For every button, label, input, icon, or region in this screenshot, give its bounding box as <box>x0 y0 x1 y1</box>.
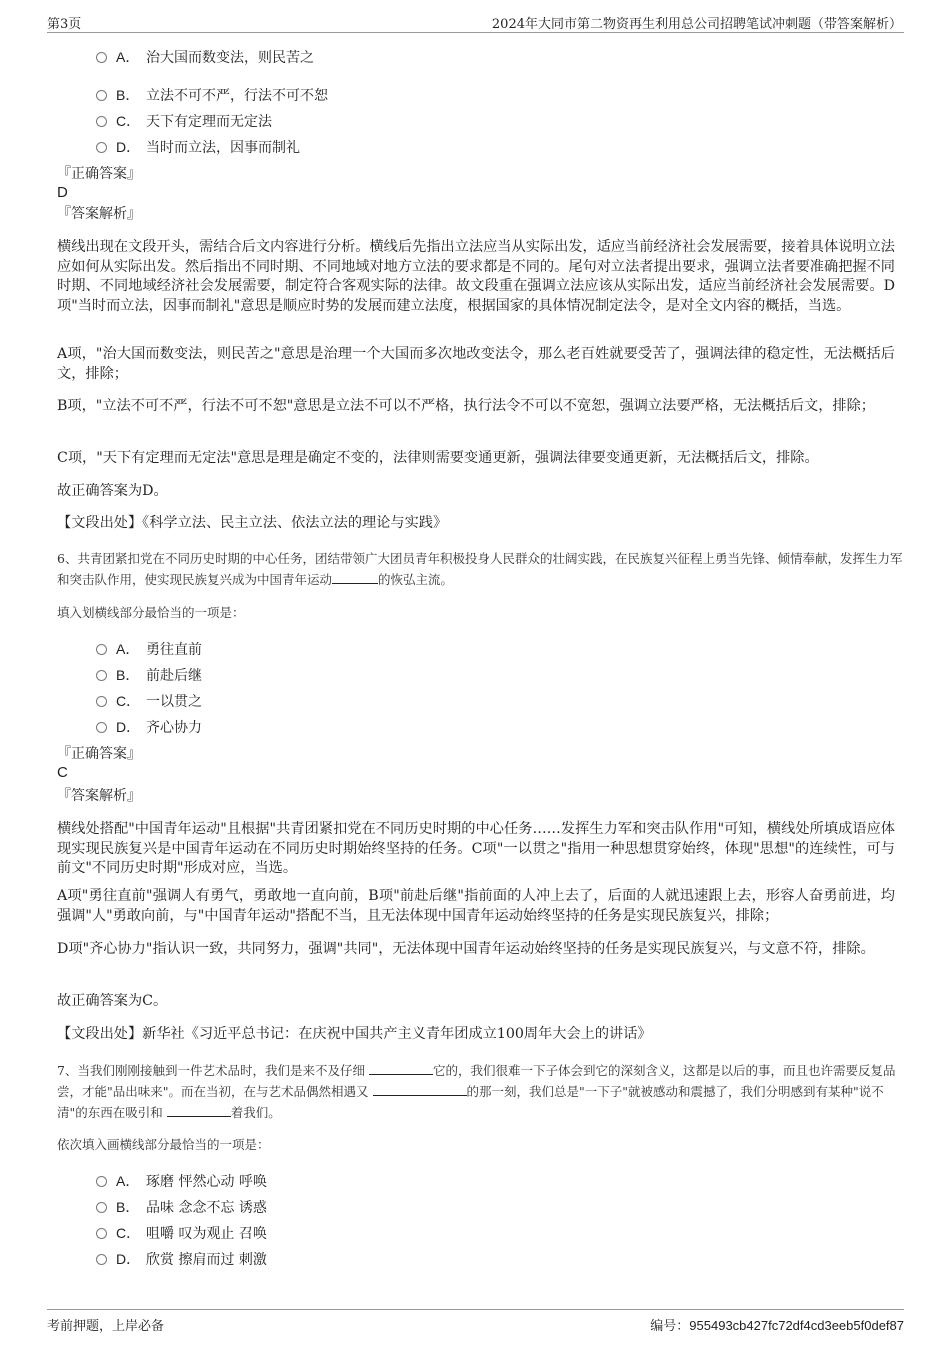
radio-icon[interactable] <box>96 90 107 101</box>
answer-value: D <box>57 184 68 201</box>
answer-label: 『正确答案』 <box>57 746 141 762</box>
source-citation: 【文段出处】新华社《习近平总书记：在庆祝中国共产主义青年团成立100周年大会上的讲话》 <box>57 1026 652 1042</box>
q6-option-a[interactable]: A． 勇往直前 <box>96 638 202 660</box>
blank <box>332 571 378 584</box>
radio-icon[interactable] <box>96 696 107 707</box>
q5-option-b[interactable]: B． 立法不可不严，行法不可不恕 <box>96 84 328 106</box>
analysis-label: 『答案解析』 <box>57 206 141 222</box>
analysis-paragraph: 横线出现在文段开头，需结合后文内容进行分析。横线后先指出立法应当从实际出发，适应当前经济社会发展需要，接着具体说明立法应如何从实际出发。然后指出不同时期、不同地域对地方立法的要求都是不同的。尾句对立法者提出要求，强调立法者要准确把握不同时期、不同地域经济社会发展需要，制定符合客观实际的法律。故文段重在强调立法应该从实际出发，适应当前经济社会发展需要。D项"当时而立法，因事而制礼"意思是顺应时势的发展而建立法度，根据国家的具体情况制定法令，是对全文内容的概括，当选。 <box>57 239 895 314</box>
radio-icon[interactable] <box>96 116 107 127</box>
question-stem: 6、共青团紧扣党在不同历史时期的中心任务，团结带领广大团员青年积极投身人民群众的壮阔实践，在民族复兴征程上勇当先锋、倾情奉献，发挥生力军和突击队作用，使实现民族复兴成为中国青年运动 的恢弘主流。 <box>57 551 903 587</box>
document-code: 编号：955493cb427fc72df4cd3eeb5f0def87 <box>650 1318 904 1333</box>
q6-option-d[interactable]: D． 齐心协力 <box>96 716 202 738</box>
analysis-paragraph: 横线处搭配"中国青年运动"且根据"共青团紧扣党在不同历史时期的中心任务……发挥生力军和突击队作用"可知，横线处所填成语应体现实现民族复兴是中国青年运动在不同历史时期始终坚持的任务。C项"一以贯之"指用一种思想贯穿始终，体现"思想"的连续性，可与前文"不同历史时期"形成对应，当选。 <box>57 821 895 876</box>
q7-option-d[interactable]: D． 欣赏 擦肩而过 刺激 <box>96 1248 267 1270</box>
q7-option-b[interactable]: B． 品味 念念不忘 诱惑 <box>96 1196 267 1218</box>
page-header <box>47 8 904 33</box>
analysis-paragraph: C项，"天下有定理而无定法"意思是理是确定不变的，法律则需要变通更新，强调法律要变通更新，无法概括后文，排除。 <box>57 450 819 466</box>
q7-option-a[interactable]: A． 琢磨 怦然心动 呼唤 <box>96 1170 267 1192</box>
analysis-paragraph: D项"齐心协力"指认识一致，共同努力，强调"共同"，无法体现中国青年运动始终坚持的任务是实现民族复兴，与文意不符，排除。 <box>57 941 875 957</box>
blank <box>373 1083 467 1096</box>
question-prompt: 依次填入画横线部分最恰当的一项是： <box>57 1137 270 1152</box>
answer-label: 『正确答案』 <box>57 166 141 182</box>
radio-icon[interactable] <box>96 1176 107 1187</box>
radio-icon[interactable] <box>96 52 107 63</box>
blank <box>369 1062 433 1075</box>
footer-slogan: 考前押题，上岸必备 <box>47 1319 165 1334</box>
analysis-paragraph: A项"勇往直前"强调人有勇气，勇敢地一直向前，B项"前赴后继"指前面的人冲上去了，后面的人就迅速跟上去，形容人奋勇前进，均强调"人"勇敢向前，与"中国青年运动"搭配不当，且无法体现中国青年运动始终坚持的任务是实现民族复兴，排除； <box>57 888 895 924</box>
radio-icon[interactable] <box>96 1228 107 1239</box>
q6-option-b[interactable]: B． 前赴后继 <box>96 664 202 686</box>
document-title: 2024年大同市第二物资再生利用总公司招聘笔试冲刺题（带答案解析） <box>491 17 902 32</box>
answer-value: C <box>57 764 68 781</box>
q6-option-c[interactable]: C． 一以贯之 <box>96 690 202 712</box>
source-citation: 【文段出处】《科学立法、民主立法、依法立法的理论与实践》 <box>57 515 448 531</box>
q5-option-d[interactable]: D． 当时而立法，因事而制礼 <box>96 136 300 158</box>
blank <box>167 1104 231 1117</box>
q5-option-c[interactable]: C． 天下有定理而无定法 <box>96 110 272 132</box>
radio-icon[interactable] <box>96 1254 107 1265</box>
radio-icon[interactable] <box>96 722 107 733</box>
radio-icon[interactable] <box>96 644 107 655</box>
radio-icon[interactable] <box>96 670 107 681</box>
question-prompt: 填入划横线部分最恰当的一项是： <box>57 605 245 620</box>
analysis-paragraph: B项，"立法不可不严，行法不可不恕"意思是立法不可以不严格，执行法令不可以不宽恕，强调立法要严格，无法概括后文，排除； <box>57 398 875 414</box>
radio-icon[interactable] <box>96 1202 107 1213</box>
page-number: 第3页 <box>47 17 82 32</box>
q7-option-c[interactable]: C． 咀嚼 叹为观止 召唤 <box>96 1222 267 1244</box>
analysis-paragraph: 故正确答案为D。 <box>57 483 168 499</box>
page-footer <box>47 1309 904 1338</box>
analysis-label: 『答案解析』 <box>57 788 141 804</box>
analysis-paragraph: A项，"治大国而数变法，则民苦之"意思是治理一个大国而多次地改变法令，那么老百姓就要受苦了，强调法律的稳定性，无法概括后文，排除； <box>57 346 895 382</box>
question-stem: 7、当我们刚刚接触到一件艺术品时，我们是来不及仔细 它的，我们很难一下子体会到它的深刻含义，这都是以后的事，而且也许需要反复品尝，才能"品出味来"。而在当初，在与艺术品偶然相遇又 的那一刻，我们总是"一下子"就被感动和震撼了，我们分明感到有某种"说不清"的东西在吸引和 着我们。 <box>57 1063 896 1120</box>
analysis-paragraph: 故正确答案为C。 <box>57 993 168 1009</box>
q5-option-a[interactable]: A． 治大国而数变法，则民苦之 <box>96 46 314 68</box>
radio-icon[interactable] <box>96 142 107 153</box>
